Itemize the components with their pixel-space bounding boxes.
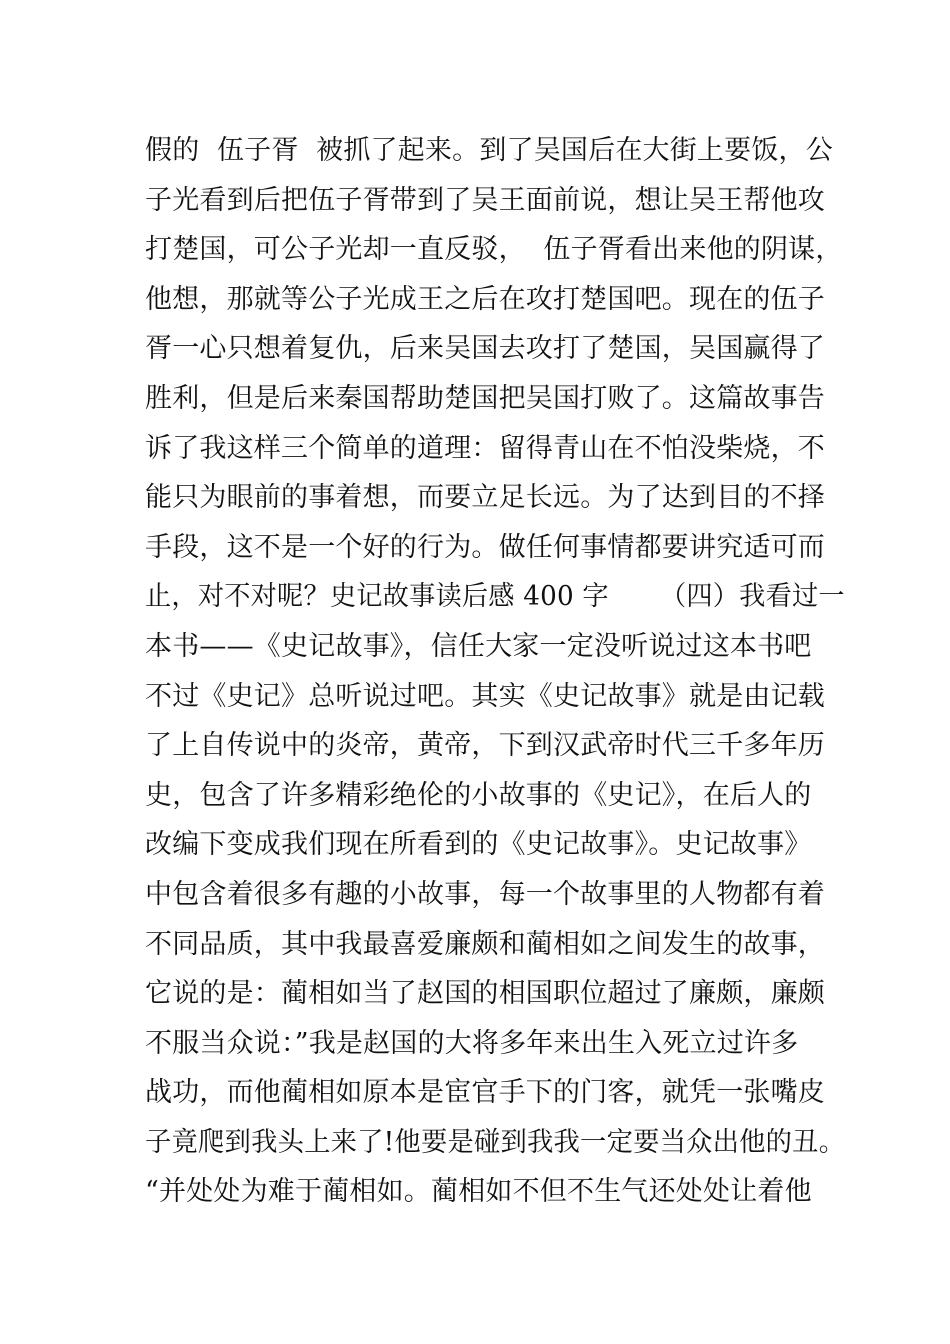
body-text [145, 126, 845, 1217]
text-line: 打楚国，可公子光却一直反驳， 伍子胥看出来他的阴谋， [145, 234, 843, 266]
text-line: 子光看到后把伍子胥带到了吴王面前说，想让吴王帮他攻 [145, 184, 825, 216]
text-line: “并处处为难于蔺相如。蔺相如不但不生气还处处让着他 [145, 1176, 812, 1208]
text-line: 不同品质，其中我最喜爱廉颇和蔺相如之间发生的故事， [145, 928, 825, 960]
text-line: 了上自传说中的炎帝，黄帝，下到汉武帝时代三千多年历 [145, 730, 825, 762]
text-line: 不服当众说：”我是赵国的大将多年来出生入死立过许多 [145, 1027, 799, 1059]
text-line: 假的 伍子胥 被抓了起来。到了吴国后在大街上要饭，公 [145, 135, 833, 166]
text-line: 改编下变成我们现在所看到的《史记故事》。史记故事》 [145, 829, 812, 861]
text-line: 胜利，但是后来秦国帮助楚国把吴国打败了。这篇故事告 [145, 382, 825, 414]
text-line: 诉了我这样三个简单的道理：留得青山在不怕没柴烧，不 [145, 432, 825, 464]
text-line: 胥一心只想着复仇，后来吴国去攻打了楚国，吴国赢得了 [145, 333, 825, 365]
text-line: 史，包含了许多精彩绝伦的小故事的《史记》，在后人的 [145, 779, 812, 811]
text-line: 战功，而他蔺相如原本是宦官手下的门客，就凭一张嘴皮 [145, 1077, 825, 1109]
text-line: 本书——《史记故事》，信任大家一定没听说过这本书吧 [145, 630, 812, 662]
text-line: 能只为眼前的事着想，而要立足长远。为了达到目的不择 [145, 482, 825, 514]
text-line: 子竟爬到我头上来了!他要是碰到我我一定要当众出他的丑。 [145, 1126, 846, 1158]
text-line: 中包含着很多有趣的小故事，每一个故事里的人物都有着 [145, 878, 825, 910]
text-line: 止，对不对呢？史记故事读后感 400 字 （四）我看过一 [145, 581, 845, 613]
text-line: 它说的是：蔺相如当了赵国的相国职位超过了廉颇，廉颇 [145, 978, 825, 1010]
text-line: 不过《史记》总听说过吧。其实《史记故事》就是由记载 [145, 680, 825, 712]
text-line: 手段，这不是一个好的行为。做任何事情都要讲究适可而 [145, 531, 825, 563]
text-line: 他想，那就等公子光成王之后在攻打楚国吧。现在的伍子 [145, 283, 825, 315]
